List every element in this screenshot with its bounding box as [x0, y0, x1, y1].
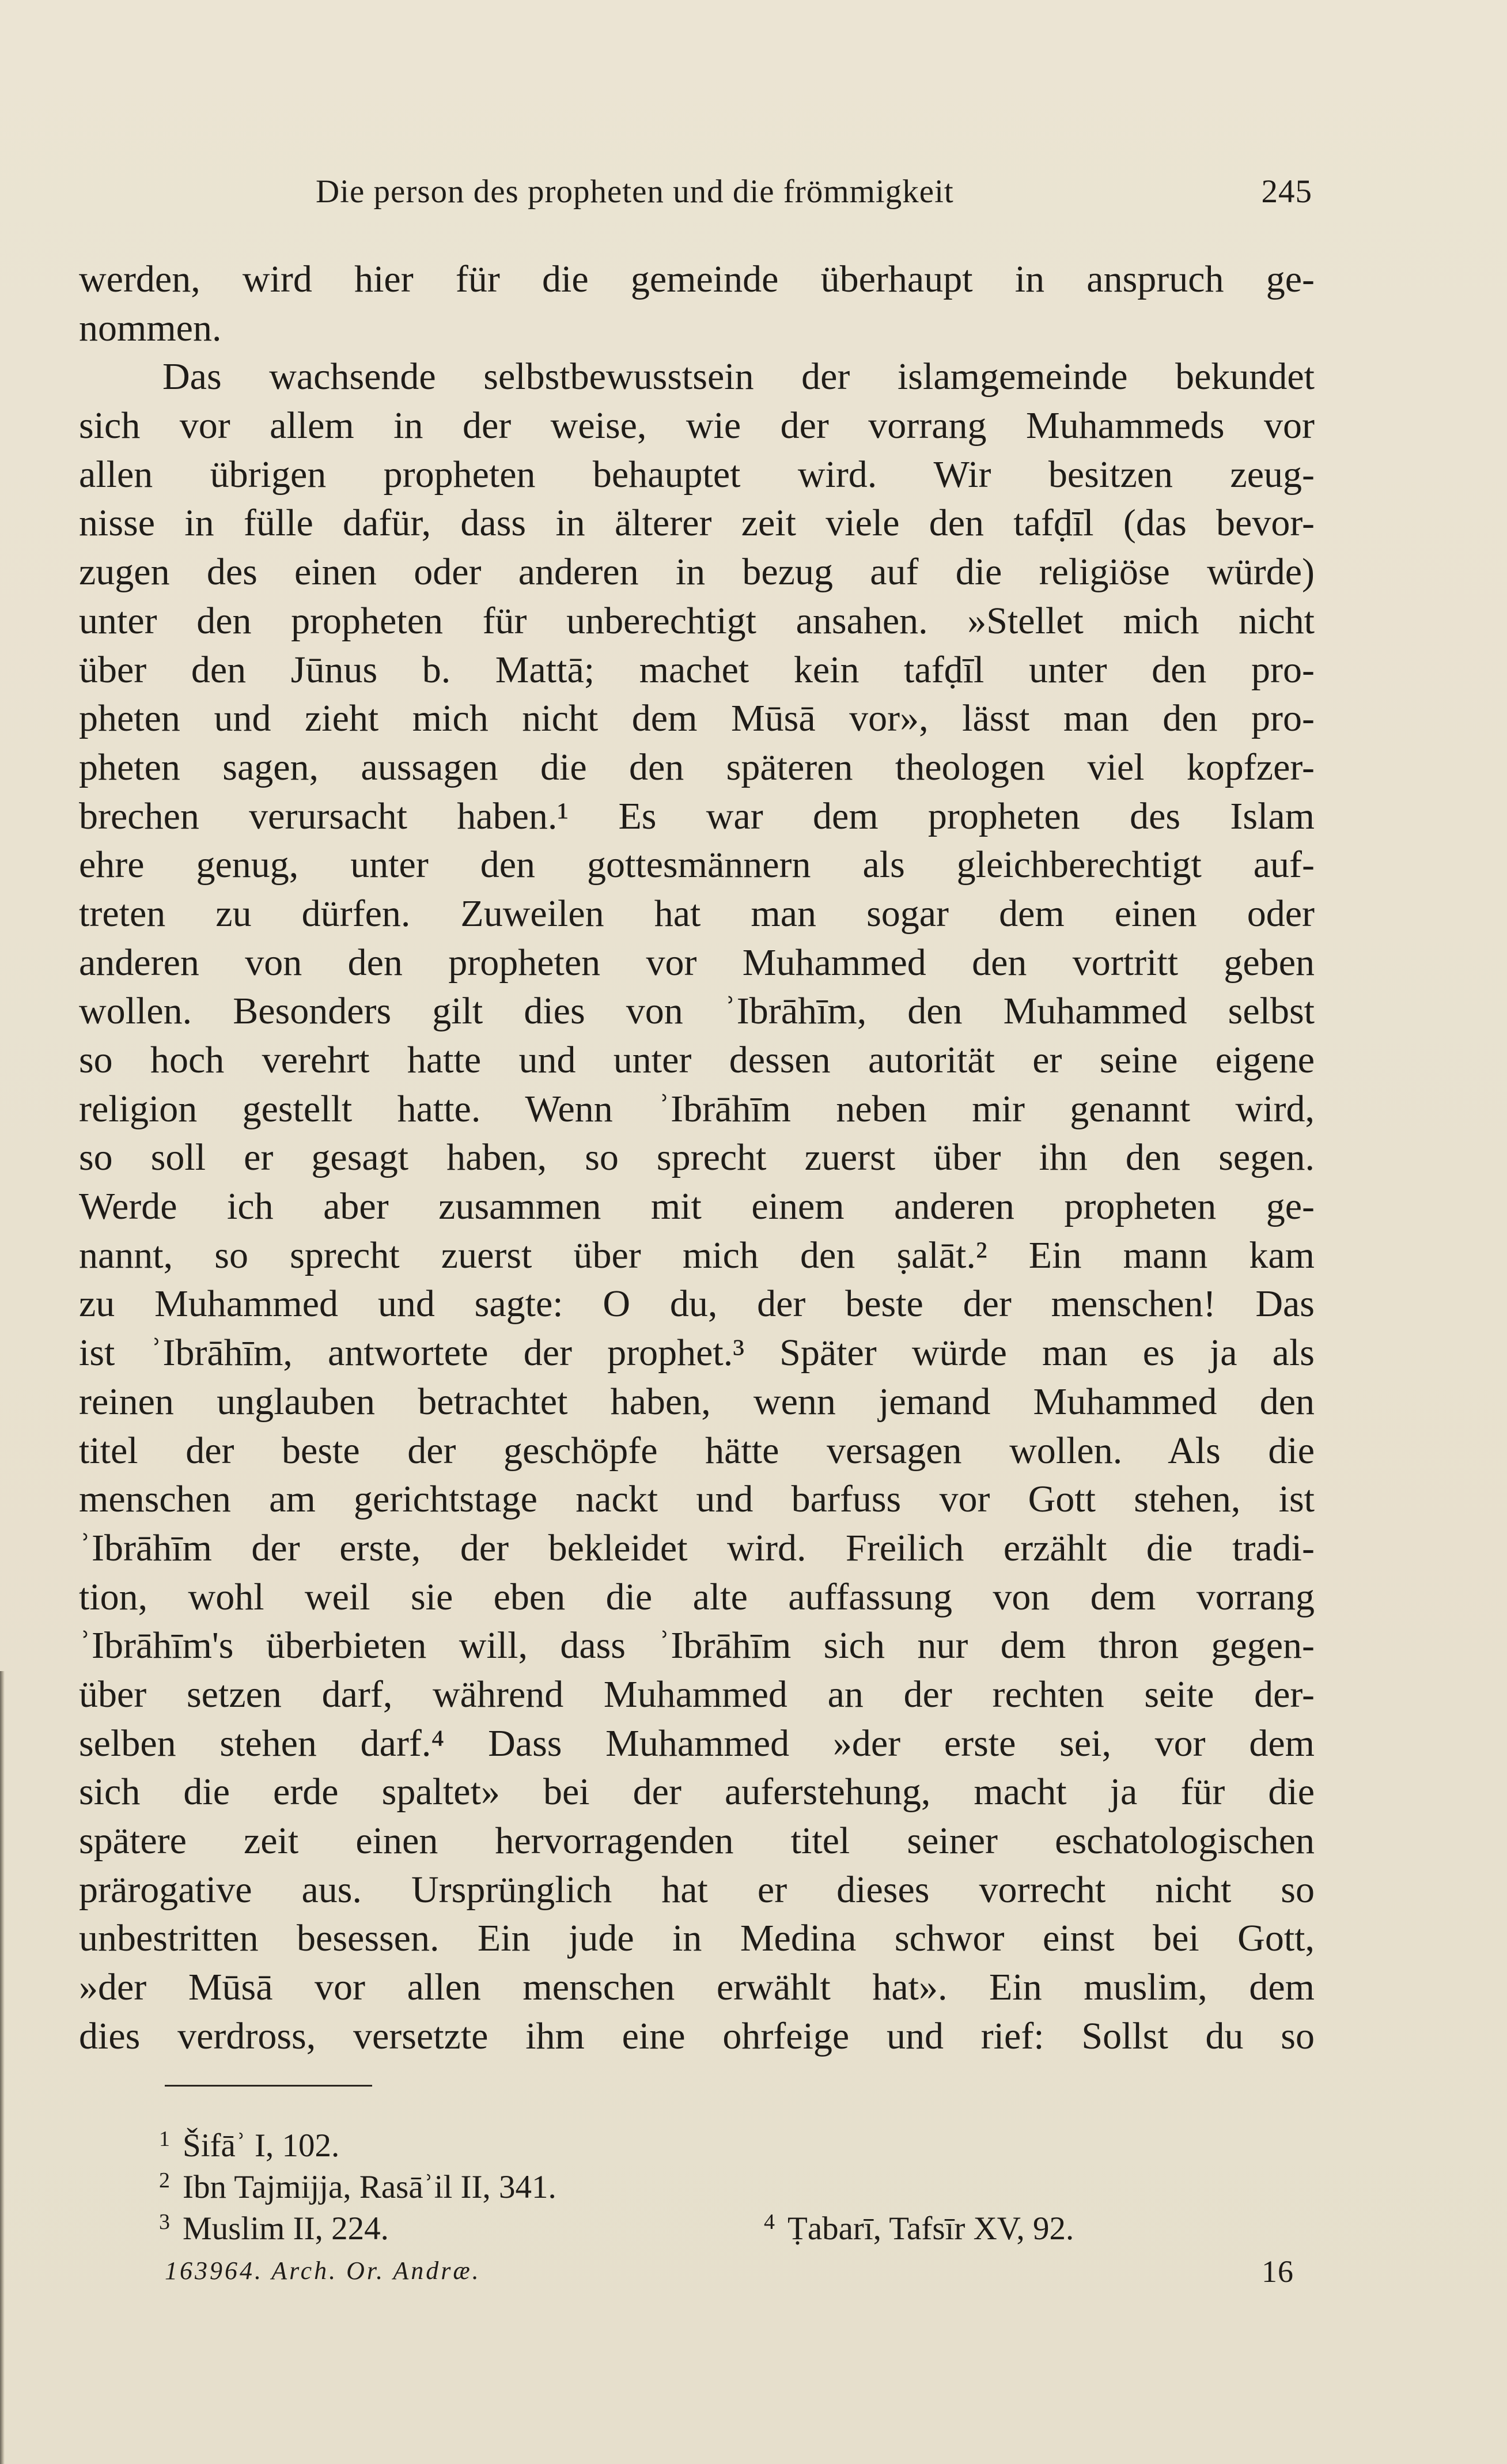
text-line: sich vor allem in der weise, wie der vorrang Muhammeds vor	[79, 405, 1315, 447]
footnote-text: Ibn Tajmijja, Rasāʾil II, 341.	[183, 2169, 556, 2205]
text-line: religion gestellt hatte. Wenn ʾIbrāhīm neben mir genannt wird,	[79, 1087, 1315, 1130]
text-line: über den Jūnus b. Mattā; machet kein tafḍīl unter den pro-	[79, 648, 1315, 691]
text-line: reinen unglauben betrachtet haben, wenn jemand Muhammed den	[79, 1380, 1315, 1423]
text-line: treten zu dürfen. Zuweilen hat man sogar dem einen oder	[79, 892, 1315, 935]
footnote-number: 1	[159, 2127, 170, 2151]
text-line: ʾIbrāhīm der erste, der bekleidet wird. Freilich erzählt die tradi-	[79, 1526, 1315, 1569]
footnote	[764, 2201, 1074, 2250]
footnotes	[159, 2118, 1317, 2247]
text-line: ehre genug, unter den gottesmännern als gleichberechtigt auf-	[79, 844, 1315, 886]
text-line: pheten und zieht mich nicht dem Mūsā vor», lässt man den pro-	[79, 697, 1315, 740]
text-line: wollen. Besonders gilt dies von ʾIbrāhīm, den Muhammed selbst	[79, 990, 1315, 1033]
text-line: über setzen darf, während Muhammed an der rechten seite der-	[79, 1673, 1315, 1715]
text-line: nisse in fülle dafür, dass in älterer zeit viele den tafḍīl (das bevor-	[79, 502, 1315, 545]
text-line: zu Muhammed und sagte: O du, der beste der menschen! Das	[79, 1283, 1315, 1325]
footnote-number: 4	[764, 2210, 775, 2234]
text-line: zugen des einen oder anderen in bezug auf die religiöse würde)	[79, 551, 1315, 594]
text-line: dies verdross, versetzte ihm eine ohrfeige und rief: Sollst du so	[79, 2015, 1315, 2057]
text-line: pheten sagen, aussagen die den späteren theologen viel kopfzer-	[79, 746, 1315, 788]
body-text	[79, 255, 1315, 2061]
footnote	[159, 2118, 1317, 2164]
text-line: spätere zeit einen hervorragenden titel seiner eschatologischen	[79, 1820, 1315, 1862]
text-line: selben stehen darf.⁴ Dass Muhammed »der erste sei, vor dem	[79, 1722, 1315, 1764]
footnote	[159, 2160, 1317, 2205]
footnote-number: 3	[159, 2210, 170, 2234]
printer-signature	[165, 2254, 1294, 2296]
text-line: brechen verursacht haben.¹ Es war dem propheten des Islam	[79, 795, 1315, 837]
text-line: sich die erde spaltet» bei der auferstehung, macht ja für die	[79, 1771, 1315, 1813]
text-line: werden, wird hier für die gemeinde überhaupt in anspruch ge-	[79, 258, 1315, 300]
footnote-rule	[165, 2085, 372, 2087]
text-line: Das wachsende selbstbewusstsein der islamgemeinde bekundet	[162, 356, 1315, 398]
text-line: tion, wohl weil sie eben die alte auffassung von dem vorrang	[79, 1575, 1315, 1618]
running-head-title: Die person des propheten und die frömmigkeit	[316, 173, 954, 210]
text-line: nannt, so sprecht zuerst über mich den ṣalāt.² Ein mann kam	[79, 1234, 1315, 1276]
text-line: unbestritten besessen. Ein jude in Medina schwor einst bei Gott,	[79, 1917, 1315, 1960]
page-number: 245	[1261, 173, 1312, 210]
text-line: Werde ich aber zusammen mit einem anderen propheten ge-	[79, 1185, 1315, 1228]
text-line: nommen.	[79, 307, 222, 349]
signature-text: 163964. Arch. Or. Andræ.	[165, 2257, 481, 2285]
footnote-text: Ṭabarī, Tafsīr XV, 92.	[787, 2210, 1074, 2247]
sheet-number: 16	[1262, 2254, 1294, 2289]
text-line: unter den propheten für unberechtigt ansahen. »Stellet mich nicht	[79, 599, 1315, 642]
text-line: prärogative aus. Ursprünglich hat er dieses vorrecht nicht so	[79, 1868, 1315, 1911]
footnote-number: 2	[159, 2168, 170, 2193]
text-line: titel der beste der geschöpfe hätte versagen wollen. Als die	[79, 1429, 1315, 1472]
text-line: so hoch verehrt hatte und unter dessen autorität er seine eigene	[79, 1039, 1315, 1081]
running-head	[316, 173, 1312, 213]
footnote	[159, 2201, 1317, 2247]
footnote-text: Muslim II, 224.	[183, 2210, 389, 2247]
text-line: anderen von den propheten vor Muhammed den vortritt geben	[79, 941, 1315, 984]
text-line: »der Mūsā vor allen menschen erwählt hat». Ein muslim, dem	[79, 1966, 1315, 2009]
text-line: allen übrigen propheten behauptet wird. Wir besitzen zeug-	[79, 453, 1315, 496]
text-line: menschen am gerichtstage nackt und barfuss vor Gott stehen, ist	[79, 1478, 1315, 1521]
text-line: ist ʾIbrāhīm, antwortete der prophet.³ Später würde man es ja als	[79, 1332, 1315, 1374]
page-edge-shadow	[0, 1671, 5, 2464]
text-line: so soll er gesagt haben, so sprecht zuerst über ihn den segen.	[79, 1136, 1315, 1179]
text-line: ʾIbrāhīm's überbieten will, dass ʾIbrāhīm sich nur dem thron gegen-	[79, 1624, 1315, 1667]
footnote-text: Šifāʾ I, 102.	[183, 2127, 340, 2164]
